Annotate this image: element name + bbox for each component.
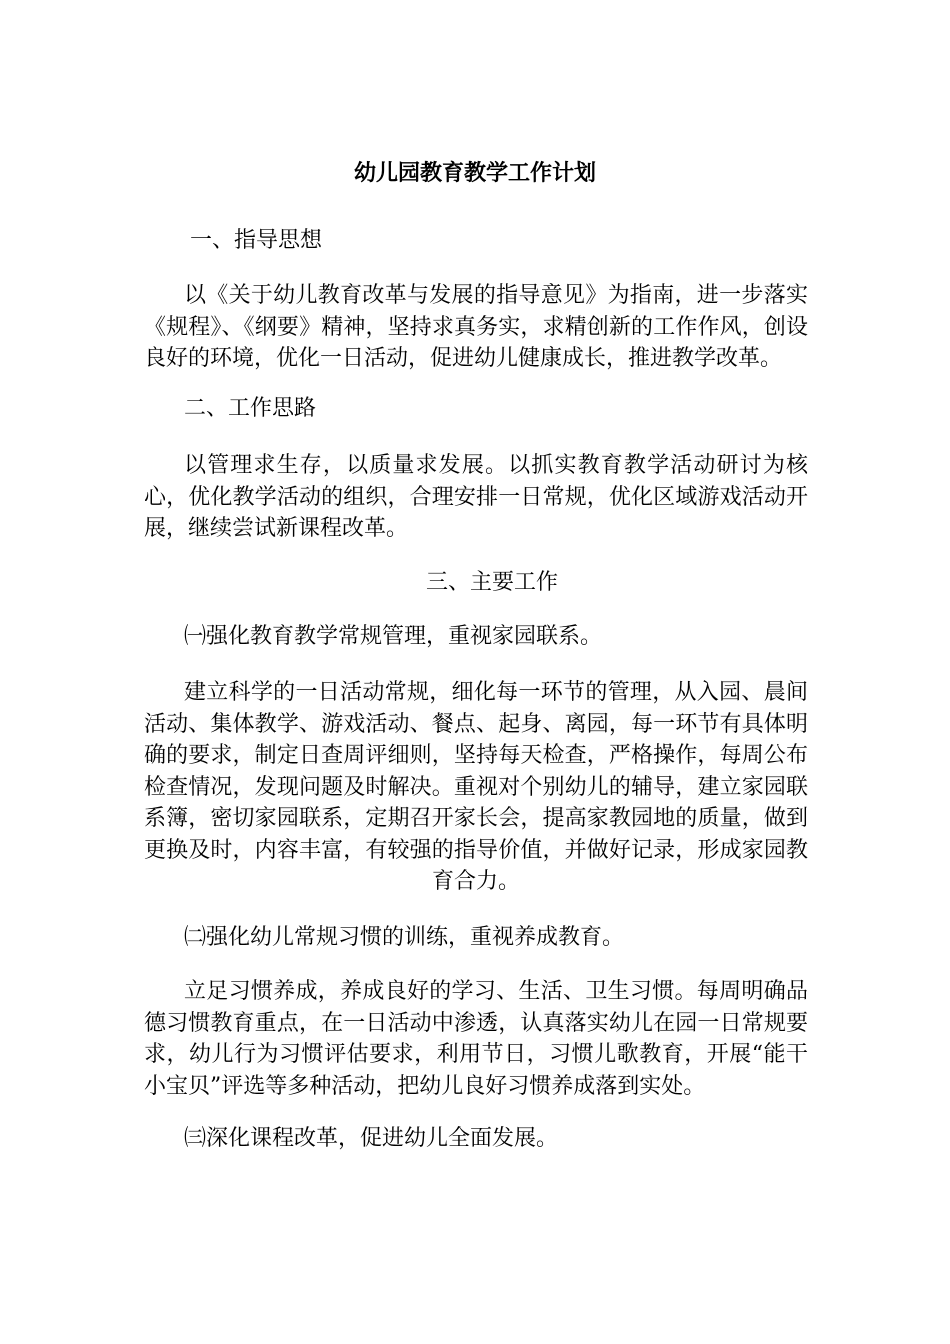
section-body-guiding-ideology: 以《关于幼儿教育改革与发展的指导意见》为指南，进一步落实《规程》、《纲要》精神，坚持求真务实，求精创新的工作作风，创设良好的环境，优化一日活动，促进幼儿健康成长，推进教学改革。 [144,283,808,371]
document-title: 幼儿园教育教学工作计划 [353,161,596,186]
section-body-work-approach: 以管理求生存，以质量求发展。以抓实教育教学活动研讨为核心，优化教学活动的组织，合理安排一日常规，优化区域游戏活动开展，继续尝试新课程改革。 [144,453,808,541]
subsection-body-habit-training: 立足习惯养成，养成良好的学习、生活、卫生习惯。每周明确品德习惯教育重点，在一日活动中渗透，认真落实幼儿在园一日常规要求，幼儿行为习惯评估要求，利用节日，习惯儿歌教育，开展“能干小宝贝”评选等多种活动，把幼儿良好习惯养成落到实处。 [144,979,808,1099]
subsection-body-routine-management: 建立科学的一日活动常规，细化每一环节的管理，从入园、晨间活动、集体教学、游戏活动、餐点、起身、离园，每一环节有具体明确的要求，制定日查周评细则，坚持每天检查，严格操作，每周公布检查情况，发现问题及时解决。重视对个别幼儿的辅导，建立家园联系簿，密切家园联系，定期召开家长会，提高家教园地的质量，做到更换及时，内容丰富，有较强的指导价值，并做好记录，形成家园教育合力。 [144,680,808,894]
subsection-heading-curriculum-reform: ㈢深化课程改革，促进幼儿全面发展。 [184,1126,559,1151]
section-heading-work-approach: 二、工作思路 [184,396,317,421]
subsection-heading-habit-training: ㈡强化幼儿常规习惯的训练，重视养成教育。 [184,925,625,950]
section-heading-main-work: 三、主要工作 [426,570,559,595]
section-heading-guiding-ideology: 一、指导思想 [190,228,323,253]
subsection-heading-routine-management: ㈠强化教育教学常规管理，重视家园联系。 [184,624,603,649]
